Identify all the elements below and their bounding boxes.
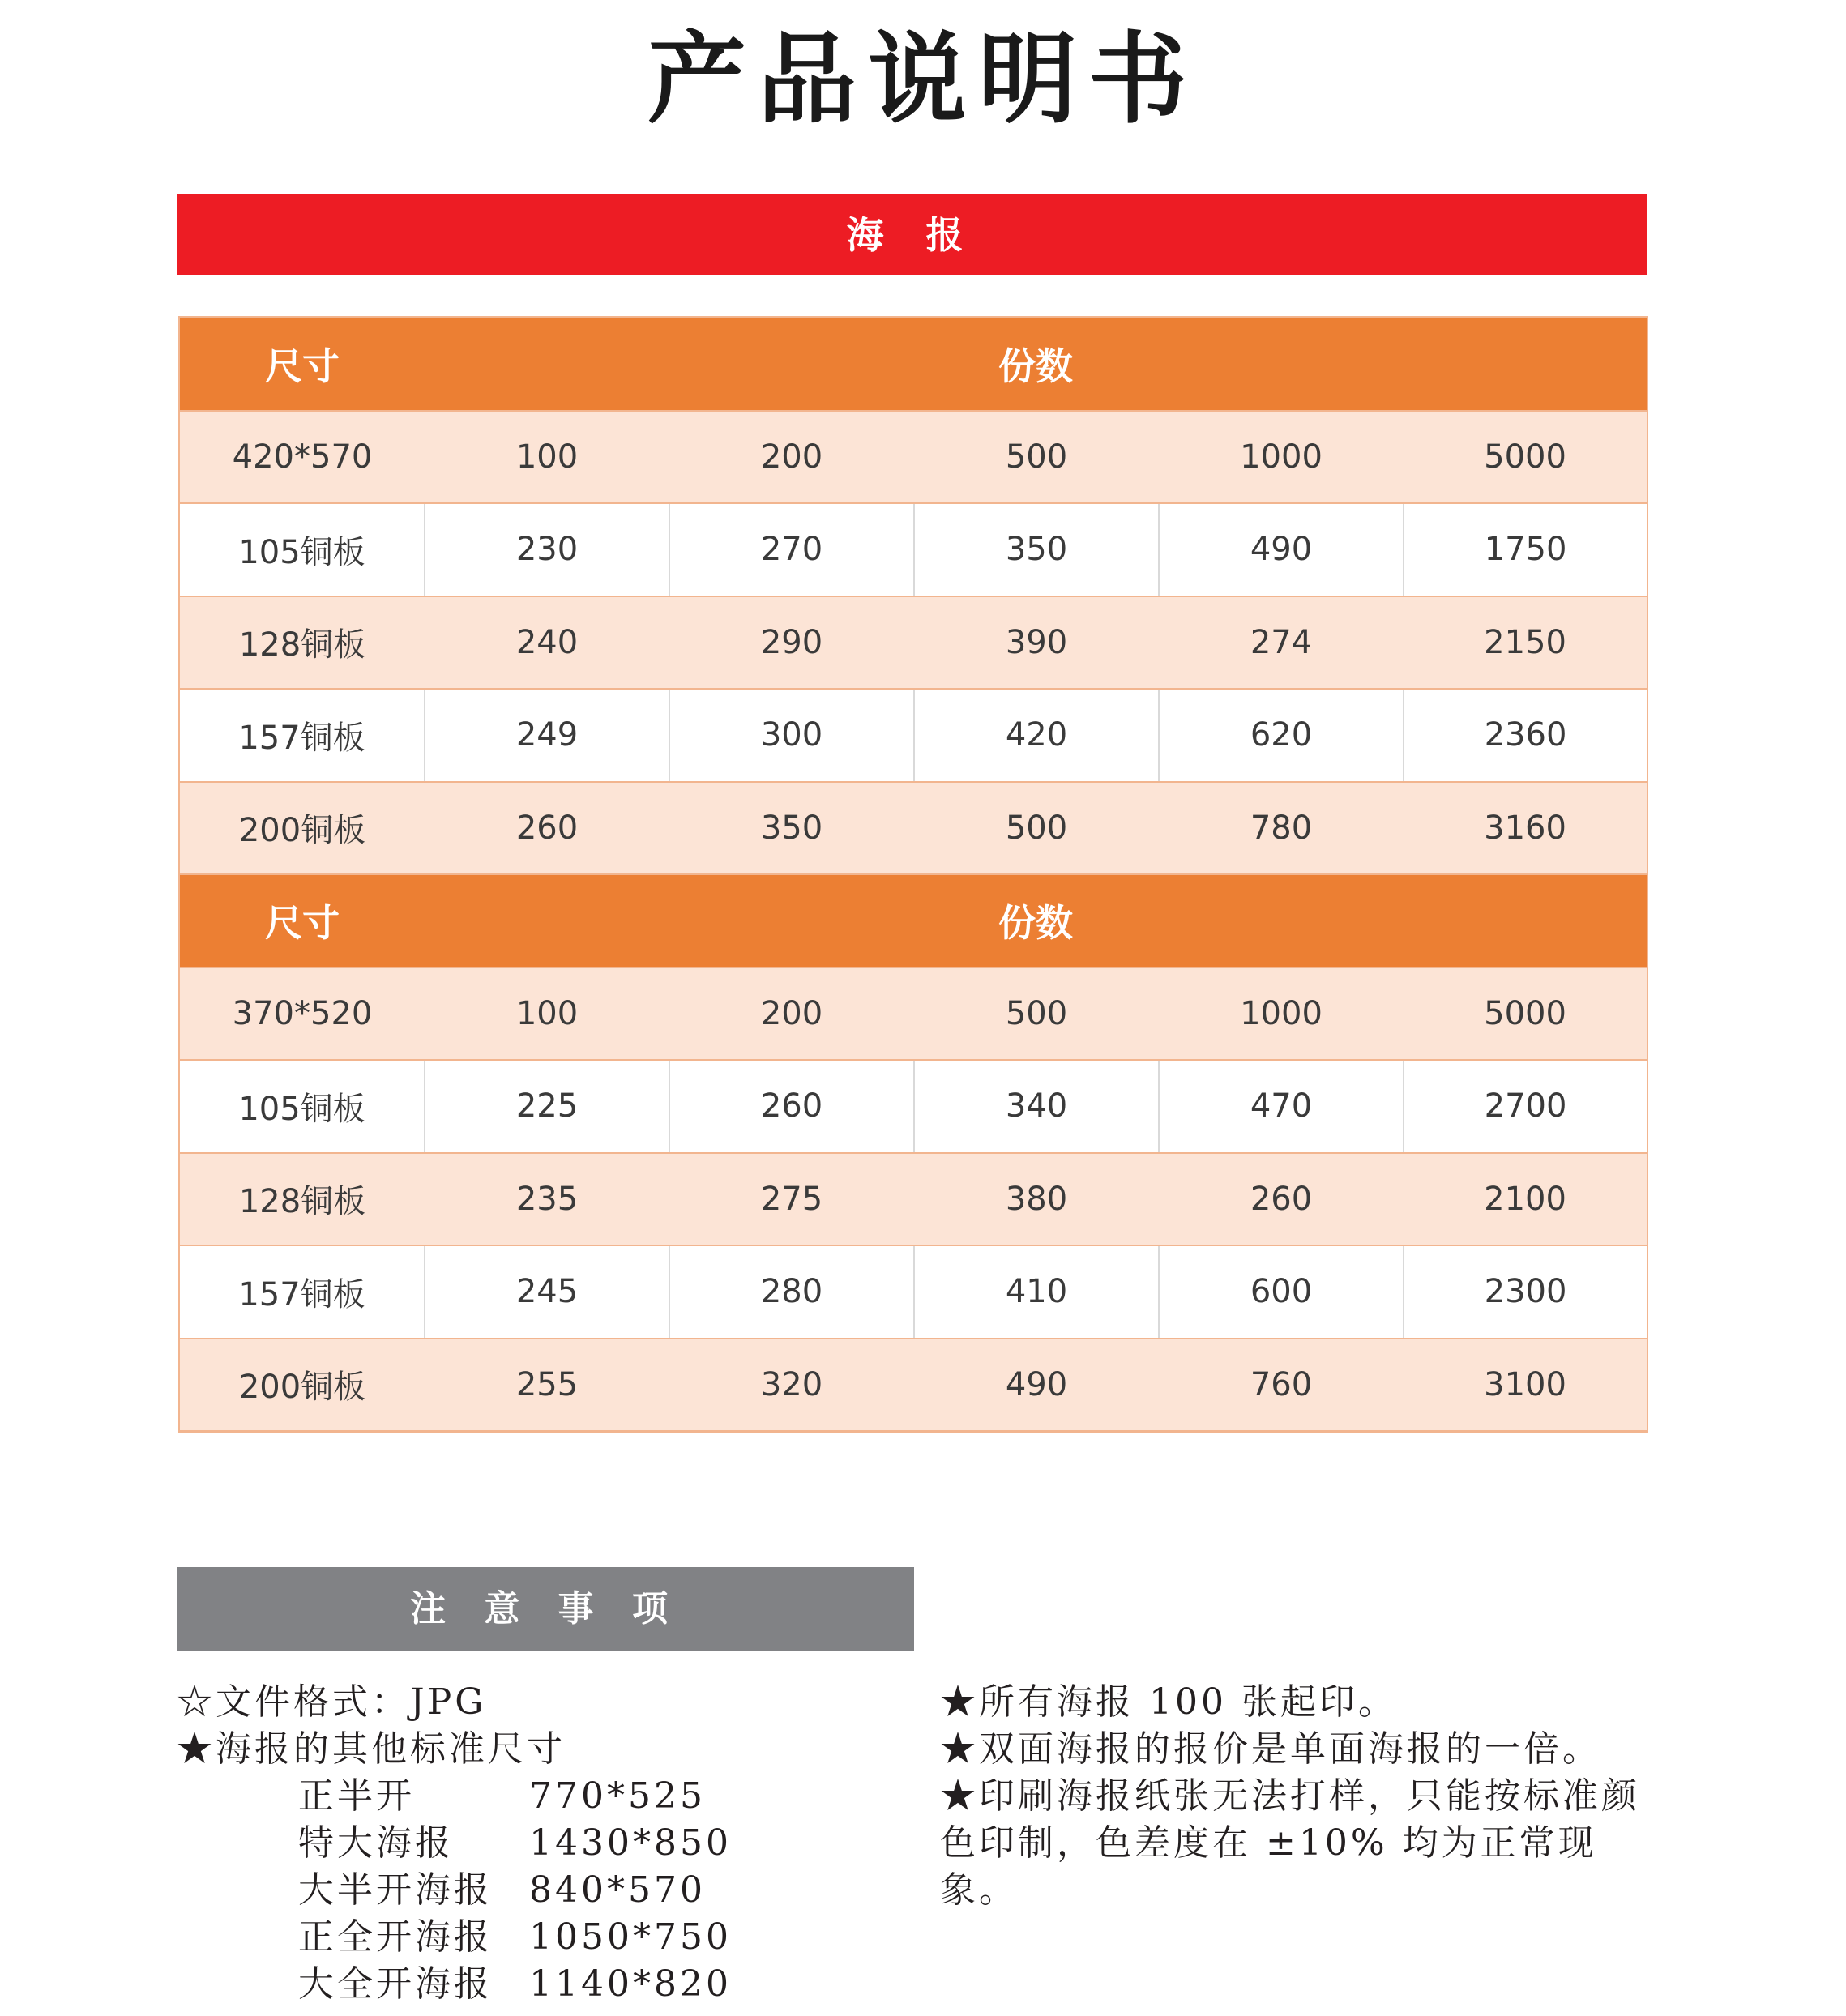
table-row [180, 596, 1647, 690]
note-item: ★双面海报的报价是单面海报的一倍。 [940, 1728, 1601, 1770]
table-header-row [180, 318, 1647, 411]
price-cell: 2360 [1404, 689, 1647, 782]
price-cell: 780 [1159, 782, 1404, 875]
table-row [180, 782, 1647, 875]
price-cell: 490 [914, 1339, 1159, 1432]
notes-left-column [177, 1679, 922, 2008]
price-cell: 260 [425, 782, 669, 875]
price-cell: 1000 [1159, 967, 1404, 1061]
row-label-cell: 420*570 [180, 411, 425, 504]
price-cell: 2150 [1404, 596, 1647, 690]
price-cell: 410 [914, 1245, 1159, 1339]
price-cell: 340 [914, 1060, 1159, 1153]
price-cell: 3160 [1404, 782, 1647, 875]
price-cell: 490 [1159, 503, 1404, 596]
note-file-format: ☆文件格式：JPG [177, 1681, 487, 1723]
price-cell: 5000 [1404, 967, 1647, 1061]
price-cell: 235 [425, 1153, 669, 1246]
price-cell: 225 [425, 1060, 669, 1153]
price-cell: 420 [914, 689, 1159, 782]
section-banner-poster: 海 报 [177, 194, 1647, 275]
price-cell: 500 [914, 967, 1159, 1061]
note-item: ★印刷海报纸张无法打样，只能按标准颜色印制，色差度在 ±10% 均为正常现象。 [940, 1775, 1640, 1911]
standard-size-value: 1140*820 [529, 1963, 732, 2005]
standard-size-list [177, 1773, 922, 2008]
price-cell: 600 [1159, 1245, 1404, 1339]
standard-size-row [177, 1867, 922, 1914]
table-row [180, 411, 1647, 504]
price-cell: 470 [1159, 1060, 1404, 1153]
price-cell: 270 [669, 503, 914, 596]
standard-size-row [177, 1961, 922, 2008]
table-row [180, 689, 1647, 782]
page-title: 产品说明书 [647, 22, 1199, 137]
price-cell: 100 [425, 967, 669, 1061]
standard-size-value: 1050*750 [529, 1916, 732, 1958]
standard-size-name: 大半开海报 [298, 1869, 493, 1911]
standard-size-row [177, 1914, 922, 1961]
price-cell: 1000 [1159, 411, 1404, 504]
standard-size-name: 正全开海报 [298, 1916, 493, 1958]
row-label-cell: 157铜板 [180, 689, 425, 782]
price-cell: 3100 [1404, 1339, 1647, 1432]
header-size-label: 尺寸 [180, 318, 425, 411]
price-cell: 260 [1159, 1153, 1404, 1246]
price-table-body [180, 318, 1647, 1431]
price-table [178, 316, 1648, 1433]
price-cell: 380 [914, 1153, 1159, 1246]
table-row [180, 1060, 1647, 1153]
header-size-label: 尺寸 [180, 874, 425, 967]
row-label-cell: 370*520 [180, 967, 425, 1061]
price-cell: 260 [669, 1060, 914, 1153]
price-cell: 230 [425, 503, 669, 596]
price-cell: 300 [669, 689, 914, 782]
price-cell: 290 [669, 596, 914, 690]
row-label-cell: 128铜板 [180, 1153, 425, 1246]
header-qty-label: 份数 [425, 318, 1647, 411]
row-label-cell: 157铜板 [180, 1245, 425, 1339]
row-label-cell: 105铜板 [180, 1060, 425, 1153]
row-label-cell: 200铜板 [180, 782, 425, 875]
notes-right-column [940, 1679, 1669, 1914]
standard-size-row [177, 1773, 922, 1820]
row-label-cell: 128铜板 [180, 596, 425, 690]
price-cell: 500 [914, 782, 1159, 875]
row-label-cell: 105铜板 [180, 503, 425, 596]
standard-size-row [177, 1820, 922, 1867]
price-cell: 255 [425, 1339, 669, 1432]
table-header-row [180, 874, 1647, 967]
price-cell: 760 [1159, 1339, 1404, 1432]
header-qty-label: 份数 [425, 874, 1647, 967]
price-cell: 275 [669, 1153, 914, 1246]
row-label-cell: 200铜板 [180, 1339, 425, 1432]
price-cell: 280 [669, 1245, 914, 1339]
note-item: ★所有海报 100 张起印。 [940, 1681, 1397, 1723]
table-row [180, 967, 1647, 1061]
price-cell: 2700 [1404, 1060, 1647, 1153]
price-cell: 500 [914, 411, 1159, 504]
price-cell: 390 [914, 596, 1159, 690]
price-cell: 2100 [1404, 1153, 1647, 1246]
price-cell: 249 [425, 689, 669, 782]
price-cell: 245 [425, 1245, 669, 1339]
table-row [180, 1153, 1647, 1246]
price-cell: 100 [425, 411, 669, 504]
table-row [180, 503, 1647, 596]
price-cell: 350 [914, 503, 1159, 596]
price-cell: 620 [1159, 689, 1404, 782]
standard-size-name: 大全开海报 [298, 1963, 493, 2005]
notes-banner: 注 意 事 项 [177, 1567, 914, 1651]
standard-size-name: 特大海报 [298, 1822, 454, 1864]
price-cell: 350 [669, 782, 914, 875]
price-cell: 320 [669, 1339, 914, 1432]
price-cell: 200 [669, 967, 914, 1061]
price-cell: 2300 [1404, 1245, 1647, 1339]
table-row [180, 1245, 1647, 1339]
standard-size-value: 770*525 [529, 1775, 706, 1817]
price-cell: 5000 [1404, 411, 1647, 504]
price-cell: 274 [1159, 596, 1404, 690]
standard-size-name: 正半开 [298, 1775, 415, 1817]
price-cell: 200 [669, 411, 914, 504]
price-cell: 240 [425, 596, 669, 690]
price-cell: 1750 [1404, 503, 1647, 596]
standard-size-value: 840*570 [529, 1869, 706, 1911]
standard-size-value: 1430*850 [529, 1822, 732, 1864]
table-row [180, 1339, 1647, 1432]
note-other-sizes-title: ★海报的其他标准尺寸 [177, 1728, 566, 1770]
